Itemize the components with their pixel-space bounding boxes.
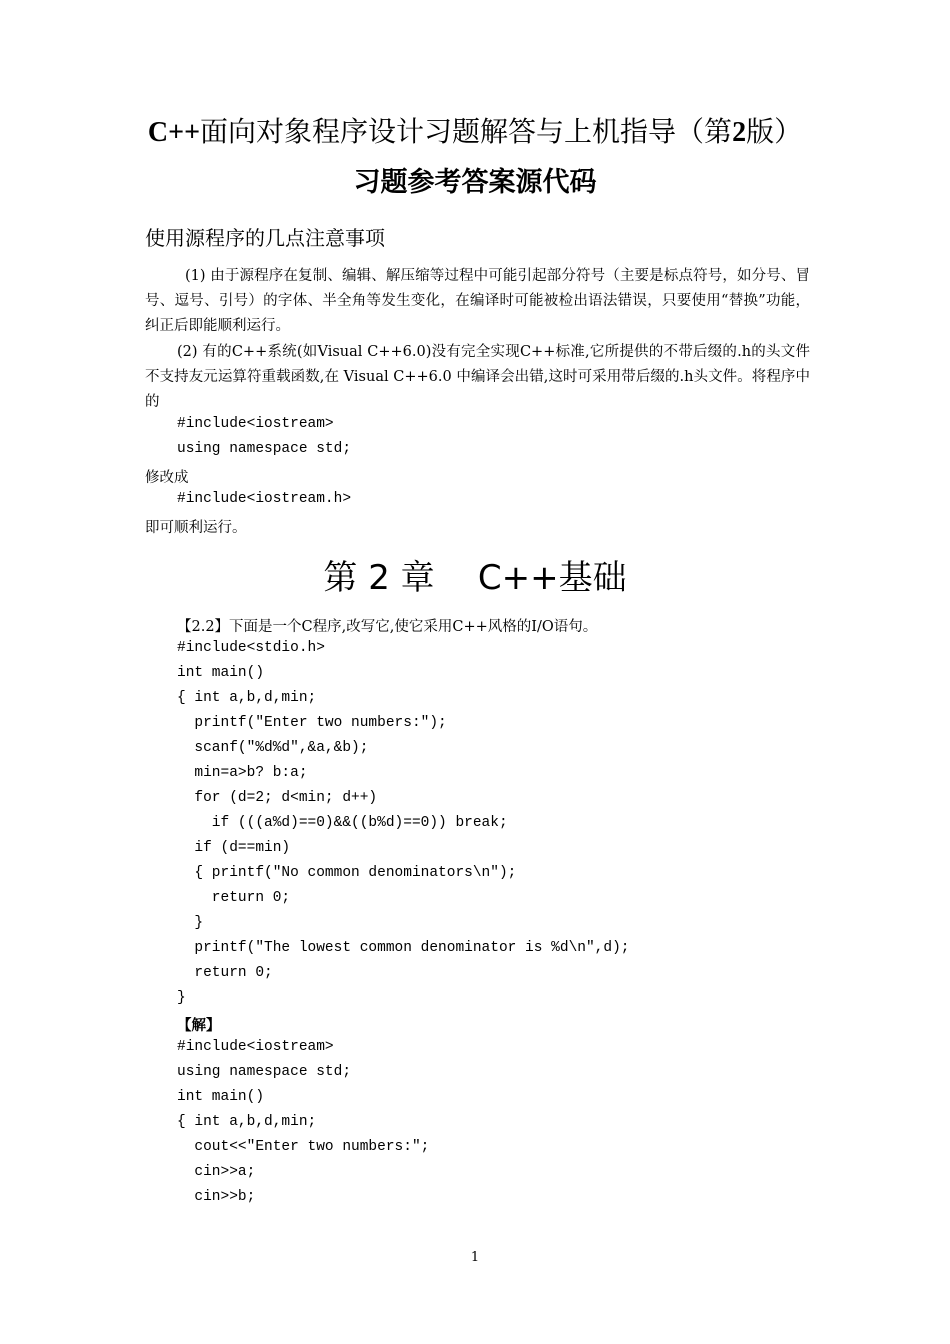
code-line: return 0; bbox=[177, 890, 291, 906]
code-line: int main() bbox=[177, 665, 265, 681]
code-line: printf("The lowest common denominator is %d\n",d); bbox=[177, 940, 630, 956]
code-line: using namespace std; bbox=[177, 1064, 352, 1080]
title-edition: 2 bbox=[732, 117, 747, 148]
code-line: printf("Enter two numbers:"); bbox=[177, 715, 447, 731]
code-line: } bbox=[177, 915, 204, 931]
note-item-1: (1) 由于源程序在复制、编辑、解压缩等过程中可能引起部分符号（主要是标点符号，如分号、冒号、逗号、引号）的字体、半全角等发生变化，在编译时可能被检出语法错误，只要使用“替换”功能，纠正后即能顺利运行。 bbox=[145, 268, 810, 334]
code-line: scanf("%d%d",&a,&b); bbox=[177, 740, 369, 756]
code-line: #include<stdio.h> bbox=[177, 640, 325, 656]
change-to-text: 修改成 bbox=[145, 470, 189, 486]
code-line: cin>>b; bbox=[177, 1189, 256, 1205]
title-text: 面向对象程序设计习题解答与上机指导（第 bbox=[200, 115, 733, 148]
code-line: { int a,b,d,min; bbox=[177, 690, 317, 706]
note-item-2: (2) 有的C++系统(如Visual C++6.0)没有完全实现C++标准,它所提供的不带后缀的.h的头文件不支持友元运算符重载函数,在 Visual C++6.0 中编译会出错,这时可采用带后缀的.h头文件。将程序中的 bbox=[145, 344, 810, 410]
title-bold-prefix: C++ bbox=[147, 117, 201, 148]
exercise-prompt: 【2.2】下面是一个C程序,改写它,使它采用C++风格的I/O语句。 bbox=[177, 619, 598, 635]
code-line: for (d=2; d<min; d++) bbox=[177, 790, 378, 806]
code-line: #include<iostream> bbox=[177, 416, 334, 432]
code-line: { int a,b,d,min; bbox=[177, 1114, 317, 1130]
code-line: int main() bbox=[177, 1089, 265, 1105]
document-subtitle: 习题参考答案源代码 bbox=[353, 167, 597, 198]
code-line: if (((a%d)==0)&&((b%d)==0)) break; bbox=[177, 815, 508, 831]
code-line: cin>>a; bbox=[177, 1164, 256, 1180]
title-suffix: 版） bbox=[746, 115, 803, 148]
code-line: } bbox=[177, 990, 186, 1006]
code-line: if (d==min) bbox=[177, 840, 291, 856]
chapter-title: 第 2 章 C++基础 bbox=[323, 558, 627, 598]
page-number: 1 bbox=[470, 1250, 480, 1265]
code-line: { printf("No common denominators\n"); bbox=[177, 865, 517, 881]
code-line: #include<iostream.h> bbox=[177, 491, 352, 507]
solution-label: 【解】 bbox=[177, 1017, 221, 1034]
document-title bbox=[0, 110, 950, 150]
run-ok-text: 即可顺利运行。 bbox=[145, 520, 247, 536]
code-line: #include<iostream> bbox=[177, 1039, 334, 1055]
code-line: min=a>b? b:a; bbox=[177, 765, 308, 781]
code-line: cout<<"Enter two numbers:"; bbox=[177, 1139, 430, 1155]
code-line: using namespace std; bbox=[177, 441, 352, 457]
code-line: return 0; bbox=[177, 965, 273, 981]
notes-heading: 使用源程序的几点注意事项 bbox=[145, 226, 385, 250]
